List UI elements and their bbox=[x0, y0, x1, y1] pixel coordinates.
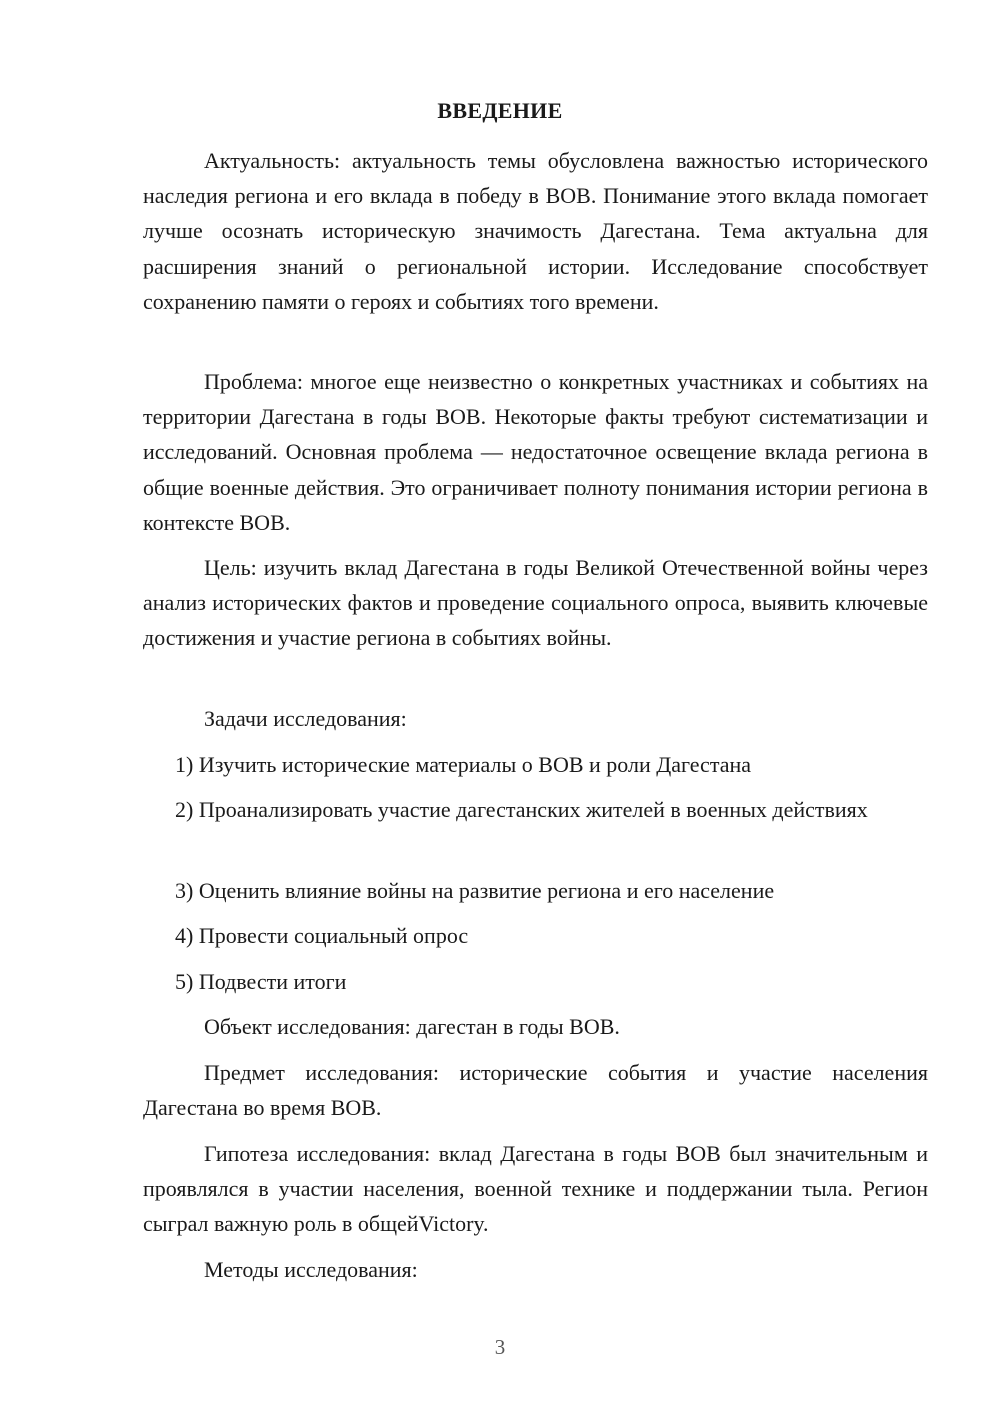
methods-heading: Методы исследования: bbox=[204, 1257, 418, 1282]
task-item-3: 3) Оценить влияние войны на развитие региона и его население bbox=[175, 878, 775, 903]
task-item-4: 4) Провести социальный опрос bbox=[175, 923, 469, 948]
paragraph-goal: Цель: изучить вклад Дагестана в годы Великой Отечественной войны через анализ исторических фактов и проведение социального опроса, выявить ключевые достижения и участие региона в событиях войны. bbox=[143, 555, 928, 651]
paragraph-relevance: Актуальность: актуальность темы обусловлена важностью исторического наследия региона и его вклада в победу в ВОВ. Понимание этого вклада помогает лучше осознать историческую значимость Дагестана. Тема актуальна для расширения знаний о региональной истории. Исследование способствует сохранению памяти о героях и событиях того времени. bbox=[143, 148, 928, 314]
paragraph-subject: Предмет исследования: исторические события и участие населения Дагестана во время ВОВ. bbox=[143, 1060, 928, 1121]
task-item-5: 5) Подвести итоги bbox=[175, 969, 347, 994]
page-number: 3 bbox=[494, 1335, 506, 1359]
paragraph-object: Объект исследования: дагестан в годы ВОВ. bbox=[204, 1014, 620, 1039]
task-item-2: 2) Проанализировать участие дагестанских жителей в военных действиях bbox=[175, 797, 868, 822]
tasks-heading: Задачи исследования: bbox=[204, 706, 407, 731]
page-title: ВВЕДЕНИЕ bbox=[437, 98, 563, 123]
paragraph-problem: Проблема: многое еще неизвестно о конкретных участниках и событиях на территории Дагестана в годы ВОВ. Некоторые факты требуют систематизации и исследований. Основная проблема — недостаточное освещение вклада региона в общие военные действия. Это ограничивает полноту понимания истории региона в контексте ВОВ. bbox=[143, 369, 928, 535]
paragraph-hypothesis: Гипотеза исследования: вклад Дагестана в годы ВОВ был значительным и проявлялся в участии населения, военной технике и поддержании тыла. Регион сыграл важную роль в общейVictory. bbox=[143, 1141, 928, 1237]
task-item-1: 1) Изучить исторические материалы о ВОВ и роли Дагестана bbox=[175, 752, 752, 777]
